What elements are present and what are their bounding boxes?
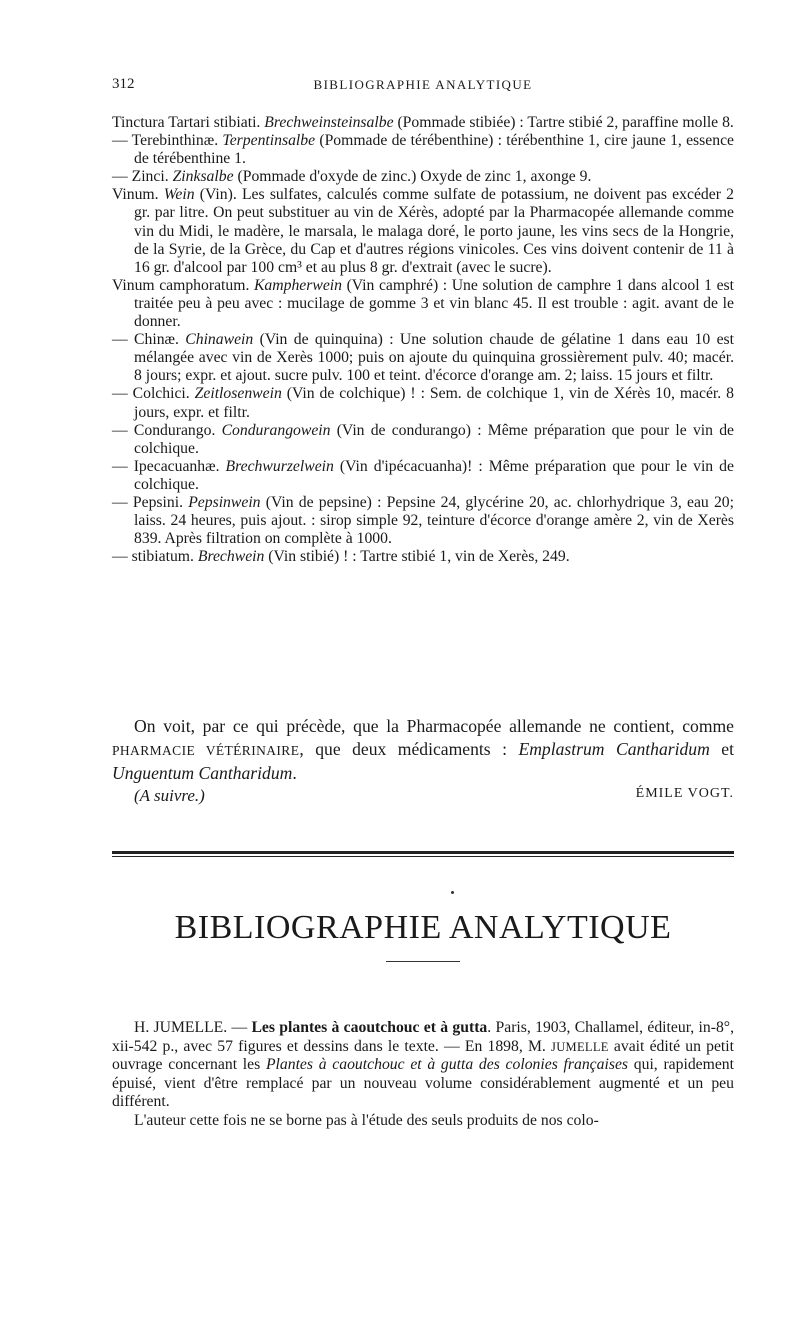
entry-ipecacuanhae: — Ipecacuanhæ. Brechwurzelwein (Vin d'ipécacuanha)! : Même préparation que pour le vin de colchique.: [112, 457, 734, 493]
german-name: Brechwurzelwein: [225, 457, 334, 475]
entry-stibiatum: — stibiatum. Brechwein (Vin stibié) ! : Tartre stibié 1, vin de Xerès, 249.: [112, 548, 570, 566]
german-name: Brechweinsteinsalbe: [264, 114, 394, 131]
section-title: BIBLIOGRAPHIE ANALYTIQUE: [174, 909, 672, 946]
german-name: Pepsinwein: [188, 493, 261, 511]
drug-name: Emplastrum Cantharidum: [518, 738, 710, 759]
previous-book-title: Plantes à caoutchouc et à gutta des colonies françaises: [265, 1056, 629, 1074]
entry-vinum: Vinum. Wein (Vin). Les sulfates, calculés comme sulfate de potassium, ne doivent pas excéder 2 gr. par litre. On peut substituer au vin de Xérès, adopté par la Pharmacopée allemande comme vin du Midi, le madère, le marsala, le malaga doré, le porto jaune, les vins secs de la Hongrie, de la Syrie, de la Grèce, du Cap et d'autres régions vinicoles. Ces vins doivent contenir de 11 à 16 gr. d'alcool par 100 cm³ et au plus 8 gr. d'extrait (avec le sucre).: [112, 186, 734, 276]
review-author: H. JUMELLE.: [134, 1019, 228, 1036]
smallcaps-text: PHARMACIE VÉTÉRINAIRE: [112, 742, 300, 758]
formulary-entries: [112, 114, 734, 566]
entry-tinctura-tartari: Tinctura Tartari stibiati. Brechweinsteinsalbe (Pommade stibiée) : Tartre stibié 2, paraffine molle 8.: [112, 114, 734, 131]
german-name: Condurangowein: [221, 421, 331, 439]
review-paragraph: H. JUMELLE. — Les plantes à caoutchouc et à gutta. Paris, 1903, Challamel, éditeur, in-8°, xii-542 p., avec 57 figures et dessins dans le texte. — En 1898, M. JUMELLE avait édité un petit ouvrage concernant les Plantes à caoutchouc et à gutta des colonies françaises qui, rapidement épuisé, vient d'être remplacé par un nouveau volume considérablement augmenté et un peu différent.: [112, 1019, 735, 1111]
german-name: Zinksalbe: [172, 168, 234, 186]
german-name: Zeitlosenwein: [194, 385, 282, 403]
entry-pepsini: — Pepsini. Pepsinwein (Vin de pepsine) : Pepsine 24, glycérine 20, ac. chlorhydrique 3, eau 20; laiss. 24 heures, puis ajout. : sirop simple 92, teinture d'écorce d'orange amère 2, vin de Xerès 839. Après filtration on complète à 1000.: [112, 493, 734, 548]
running-title: BIBLIOGRAPHIE ANALYTIQUE: [313, 77, 533, 92]
german-name: Brechwein: [197, 548, 265, 566]
title-underline: [386, 961, 460, 962]
running-head: [112, 76, 734, 98]
german-name: Wein: [163, 186, 195, 204]
article-author: ÉMILE VOGT.: [635, 786, 734, 801]
to-be-continued: (A suivre.): [134, 786, 205, 805]
entry-condurango: — Condurango. Condurangowein (Vin de condurango) : Même préparation que pour le vin de colchique.: [112, 421, 734, 457]
german-name: Kampherwein: [253, 276, 342, 294]
entry-vinum-camphoratum: Vinum camphoratum. Kampherwein (Vin camphré) : Une solution de camphre 1 dans alcool 1 est traitée peu à peu avec : mucilage de gomme 3 et vin blanc 45. Il est trouble : agit. avant de le donner.: [112, 276, 734, 331]
page-number: 312: [112, 76, 135, 92]
section-divider-thick: [112, 851, 734, 854]
attribution: [134, 786, 734, 810]
entry-colchici: — Colchici. Zeitlosenwein (Vin de colchique) ! : Sem. de colchique 1, vin de Xérès 10, macér. 8 jours, expr. et filtr.: [112, 385, 735, 421]
entry-chinae: — Chinæ. Chinawein (Vin de quinquina) : Une solution chaude de gélatine 1 dans eau 10 est mélangée avec vin de Xerès 1000; puis on ajoute du quinquina grossièrement pulv. 40; macér. 8 jours; expr. et ajout. sucre pulv. 100 et teint. d'écorce d'orange am. 2; laiss. 15 jours et filtr.: [112, 331, 734, 385]
drug-name: Unguentum Cantharidum: [112, 763, 293, 783]
entry-zinci: — Zinci. Zinksalbe (Pommade d'oxyde de zinc.) Oxyde de zinc 1, axonge 9.: [112, 168, 592, 186]
book-review: [112, 1019, 734, 1131]
review-book-title: Les plantes à caoutchouc et à gutta: [251, 1019, 488, 1036]
conclusion-paragraph: On voit, par ce qui précède, que la Pharmacopée allemande ne contient, comme PHARMACIE VÉTÉRINAIRE, que deux médicaments : Emplastrum Cantharidum et Unguentum Cantharidum.: [112, 716, 734, 783]
german-name: Terpentinsalbe: [222, 132, 316, 150]
section-divider-thin: [112, 856, 734, 857]
german-name: Chinawein: [185, 331, 254, 349]
review-paragraph: L'auteur cette fois ne se borne pas à l'étude des seuls produits de nos colo-: [134, 1111, 599, 1129]
ornament-dot: [451, 891, 454, 894]
entry-terebinthinae: — Terebinthinæ. Terpentinsalbe (Pommade de térébenthine) : térébenthine 1, cire jaune 1, essence de térébenthine 1.: [112, 132, 734, 168]
